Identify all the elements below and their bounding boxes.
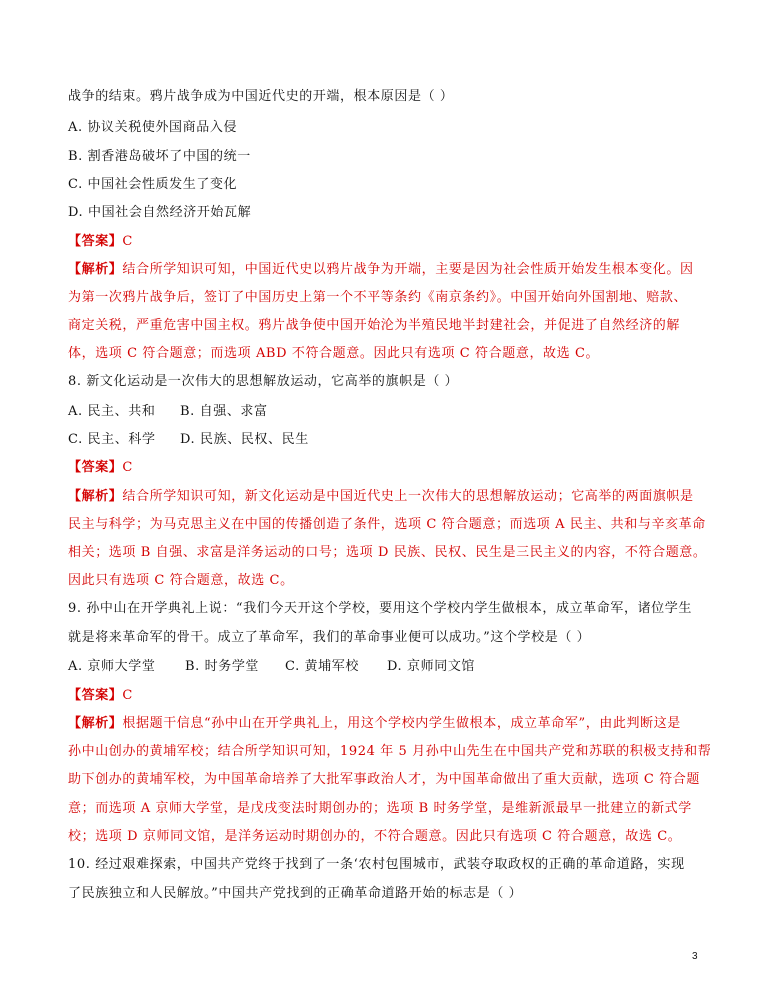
q9-option-c: C. 黄埔军校 (285, 659, 359, 674)
q8-answer (68, 460, 133, 476)
q7-stem-tail: 战争的结束。鸦片战争成为中国近代史的开端，根本原因是（ ） (68, 89, 454, 104)
q8-analysis-line-3: 相关；选项 B 自强、求富是洋务运动的口号；选项 D 民族、民权、民生是三民主义的内容，不符合题意。 (68, 545, 707, 560)
analysis-tag: 【解析】 (68, 262, 123, 277)
q7-option-c: C. 中国社会性质发生了变化 (68, 177, 238, 192)
answer-tag: 【答案】 (68, 234, 123, 249)
q7-answer (68, 234, 133, 250)
analysis-tag: 【解析】 (68, 489, 123, 504)
q9-option-b: B. 时务学堂 (185, 659, 260, 674)
q9-option-a: A. 京师大学堂 (68, 659, 156, 674)
q8-options-row-1 (68, 404, 268, 420)
q9-options-row (68, 659, 475, 675)
q8-analysis-line-1 (68, 489, 694, 505)
q7-option-a: A. 协议关税使外国商品入侵 (68, 120, 238, 135)
q9-option-d: D. 京师同文馆 (387, 659, 476, 674)
q7-analysis-line-4: 体，选项 C 符合题意；而选项 ABD 不符合题意。因此只有选项 C 符合题意，故选 C。 (68, 346, 600, 361)
analysis-text: 根据题干信息“孙中山在开学典礼上，用这个学校内学生做根本，成立革命军”，由此判断这是 (122, 716, 681, 731)
q10-stem-line-2: 了民族独立和人民解放。”中国共产党找到的正确革命道路开始的标志是（ ） (68, 886, 523, 901)
q10-stem-line-1: 10. 经过艰难探索，中国共产党终于找到了一条‘农村包围城市，武装夺取政权的正确的革命道路，实现 (68, 857, 685, 872)
q7-option-d: D. 中国社会自然经济开始瓦解 (68, 205, 252, 220)
answer-value: C (122, 234, 133, 249)
q7-analysis-line-2: 为第一次鸦片战争后，签订了中国历史上第一个不平等条约《南京条约》。中国开始向外国割地、赔款、 (68, 290, 688, 305)
q9-analysis-line-4: 意；而选项 A 京师大学堂，是戊戌变法时期创办的；选项 B 时务学堂，是维新派最早一批建立的新式学 (68, 801, 692, 816)
q7-option-b: B. 割香港岛破坏了中国的统一 (68, 149, 251, 164)
q8-option-c: C. 民主、科学 (68, 432, 156, 447)
answer-tag: 【答案】 (68, 460, 123, 475)
q9-answer (68, 688, 133, 704)
q8-analysis-line-2: 民主与科学；为马克思主义在中国的传播创造了条件，选项 C 符合题意；而选项 A 民主、共和与辛亥革命 (68, 517, 706, 532)
q8-option-a: A. 民主、共和 (68, 404, 156, 419)
q9-analysis-line-1 (68, 716, 681, 732)
analysis-tag: 【解析】 (68, 716, 123, 731)
q9-stem-line-1: 9. 孙中山在开学典礼上说：“我们今天开这个学校，要用这个学校内学生做根本，成立革命军，诸位学生 (68, 601, 692, 616)
answer-value: C (122, 460, 133, 475)
q7-analysis-line-1 (68, 262, 694, 278)
q9-analysis-line-3: 助下创办的黄埔军校，为中国革命培养了大批军事政治人才，为中国革命做出了重大贡献，选项 C 符合题 (68, 772, 701, 787)
q9-stem-line-2: 就是将来革命军的骨干。成立了革命军，我们的革命事业便可以成功。”这个学校是（ ） (68, 630, 591, 645)
answer-tag: 【答案】 (68, 688, 123, 703)
q8-stem: 8. 新文化运动是一次伟大的思想解放运动，它高举的旗帜是（ ） (68, 374, 459, 389)
q7-analysis-line-3: 商定关税，严重危害中国主权。鸦片战争使中国开始沦为半殖民地半封建社会，并促进了自然经济的解 (68, 318, 681, 333)
q8-option-d: D. 民族、民权、民生 (180, 432, 309, 447)
q8-options-row-2 (68, 432, 309, 448)
q8-option-b: B. 自强、求富 (180, 404, 268, 419)
analysis-text: 结合所学知识可知，中国近代史以鸦片战争为开端，主要是因为社会性质开始发生根本变化。因 (122, 262, 694, 277)
page-number: 3 (692, 951, 698, 962)
q9-analysis-line-5: 校；选项 D 京师同文馆，是洋务运动时期创办的，不符合题意。因此只有选项 C 符合题意，故选 C。 (68, 829, 682, 844)
q8-analysis-line-4: 因此只有选项 C 符合题意，故选 C。 (68, 573, 294, 588)
q9-analysis-line-2: 孙中山创办的黄埔军校；结合所学知识可知，1924 年 5 月孙中山先生在中国共产党和苏联的积极支持和帮 (68, 744, 712, 759)
analysis-text: 结合所学知识可知，新文化运动是中国近代史上一次伟大的思想解放运动；它高举的两面旗帜是 (122, 489, 694, 504)
answer-value: C (122, 688, 133, 703)
